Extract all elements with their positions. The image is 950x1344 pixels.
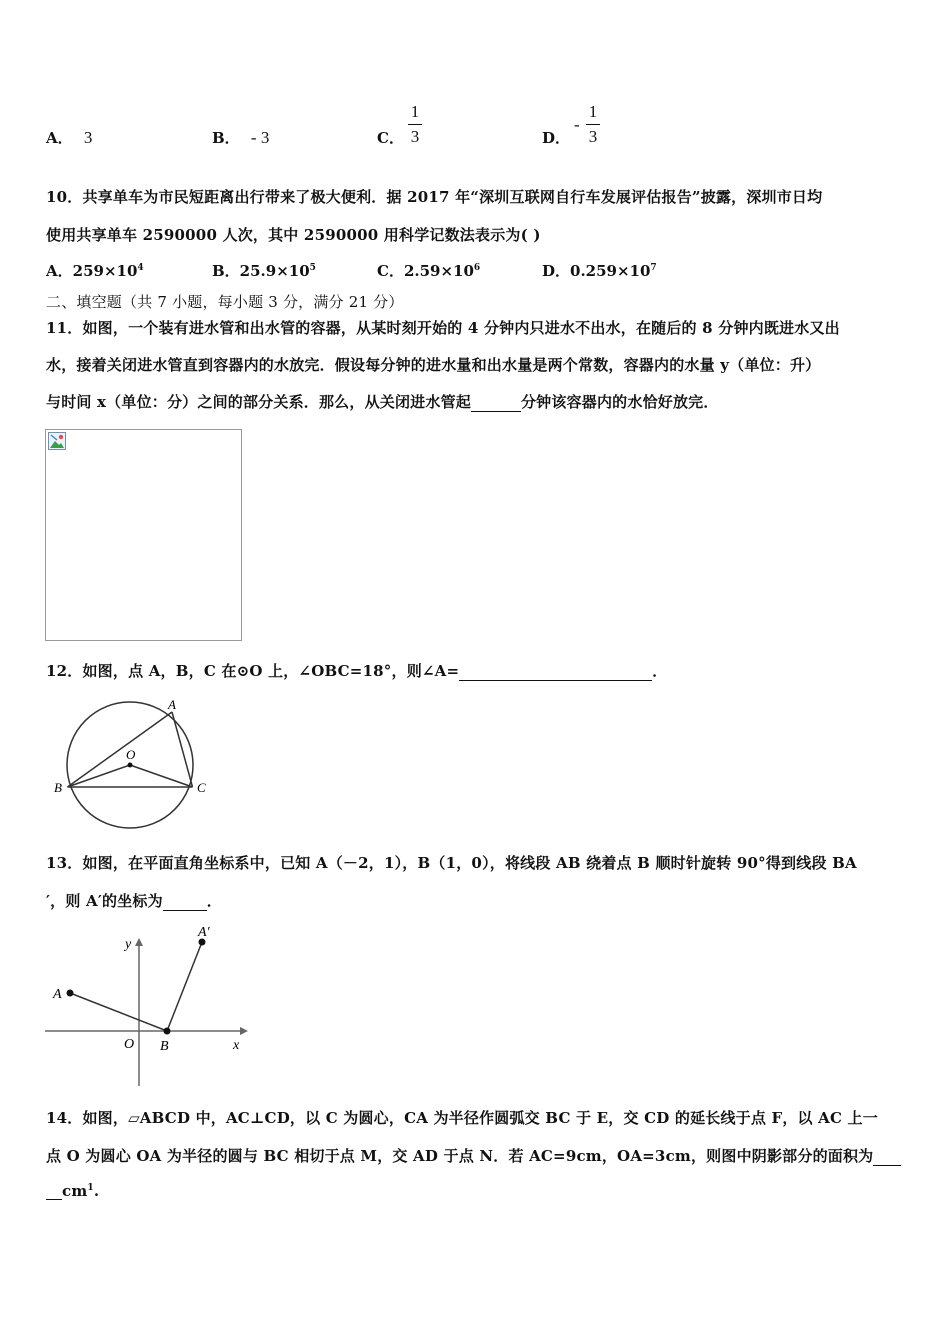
q9-option-b-value: - 3 bbox=[250, 128, 270, 147]
q9-option-c-fraction bbox=[408, 102, 422, 147]
q10-line-2: 使用共享单车 2590000 人次，其中 2590000 用科学记数法表示为( ) bbox=[46, 226, 541, 244]
fraction-denominator: 3 bbox=[588, 127, 598, 146]
q13-line-1: 13．如图，在平面直角坐标系中，已知 A（－2，1），B（1，0），将线段 AB 绕着点 B 顺时针旋转 90°得到线段 BA bbox=[46, 854, 857, 872]
q12-answer-blank bbox=[459, 679, 652, 681]
point-a bbox=[67, 990, 74, 997]
q13-line-2-start: ′，则 A′的坐标为 bbox=[46, 892, 163, 910]
label-a: A bbox=[168, 697, 176, 712]
fraction-bar bbox=[586, 124, 600, 125]
segment-oc bbox=[130, 765, 193, 787]
segment-bo bbox=[68, 765, 131, 787]
point-b bbox=[164, 1028, 171, 1035]
section-2-title: 二、填空题（共 7 小题，每小题 3 分，满分 21 分） bbox=[46, 293, 404, 311]
q11-line-3 bbox=[46, 391, 719, 412]
q9-option-a bbox=[46, 127, 92, 148]
fraction-bar bbox=[408, 124, 422, 125]
q10-option-b bbox=[212, 260, 316, 281]
label-x: x bbox=[233, 1038, 240, 1053]
q9-option-b-letter: B． bbox=[212, 129, 240, 147]
q13-line-2 bbox=[46, 890, 222, 911]
label-c: C bbox=[197, 780, 206, 795]
q10-option-d-exp: 7 bbox=[650, 263, 657, 273]
q12-question: 12．如图，点 A，B，C 在⊙O 上，∠OBC=18°，则∠A= bbox=[46, 662, 460, 680]
q14-line-3 bbox=[46, 1182, 99, 1200]
label-a-prime: A′ bbox=[198, 925, 210, 940]
q13-line-2-end: ． bbox=[206, 892, 222, 910]
q10-option-c bbox=[377, 260, 480, 281]
q10-option-d-label: D．0.259×10 bbox=[542, 262, 651, 280]
center-point bbox=[128, 763, 133, 768]
q10-option-b-label: B．25.9×10 bbox=[212, 262, 310, 280]
q9-option-a-letter: A． bbox=[46, 129, 73, 147]
q10-option-c-exp: 6 bbox=[473, 263, 481, 273]
label-a: A bbox=[53, 987, 62, 1002]
q14-end: . bbox=[93, 1182, 100, 1200]
q12-end: ． bbox=[652, 662, 668, 680]
q11-line-3-start: 与时间 x（单位：分）之间的部分关系．那么，从关闭进水管起 bbox=[46, 393, 471, 411]
label-y: y bbox=[125, 937, 132, 952]
q11-line-3-end: 分钟该容器内的水恰好放完． bbox=[520, 393, 719, 411]
fraction-denominator: 3 bbox=[410, 127, 420, 146]
q11-answer-blank bbox=[471, 410, 521, 412]
q9-option-b bbox=[212, 127, 269, 148]
segment-ac bbox=[172, 712, 193, 787]
label-b: B bbox=[54, 780, 62, 795]
q10-option-a bbox=[46, 260, 144, 281]
q14-answer-blank-1 bbox=[873, 1164, 901, 1166]
q14-line-1: 14．如图，▱ABCD 中，AC⊥CD，以 C 为圆心，CA 为半径作圆弧交 BC 于 E，交 CD 的延长线于点 F，以 AC 上一 bbox=[46, 1109, 878, 1127]
q10-option-d bbox=[542, 260, 657, 281]
q13-answer-blank bbox=[163, 909, 207, 911]
q10-option-b-exp: 5 bbox=[309, 263, 316, 273]
q11-missing-image bbox=[45, 429, 242, 641]
q14-unit-exp: 1 bbox=[87, 1183, 94, 1193]
q9-option-d-letter: D． bbox=[542, 129, 571, 147]
fraction-numerator: 1 bbox=[410, 102, 420, 121]
q12-text bbox=[46, 660, 667, 681]
q10-option-a-exp: 4 bbox=[137, 263, 144, 273]
label-o: O bbox=[126, 747, 136, 762]
q14-line-2 bbox=[46, 1145, 901, 1166]
q9-option-d-sign: - bbox=[574, 115, 580, 134]
broken-image-icon bbox=[48, 432, 66, 450]
q10-option-a-label: A．259×10 bbox=[46, 262, 138, 280]
q14-line-2-text: 点 O 为圆心 OA 为半径的圆与 BC 相切于点 M，交 AD 于点 N．若 AC=9cm，OA=3cm，则图中阴影部分的面积为 bbox=[46, 1147, 874, 1165]
q14-answer-blank-2 bbox=[46, 1198, 62, 1200]
q11-line-2: 水，接着关闭进水管直到容器内的水放完．假设每分钟的进水量和出水量是两个常数，容器内的水量 y（单位：升） bbox=[46, 356, 821, 374]
label-b: B bbox=[160, 1039, 169, 1054]
q13-coordinate-figure bbox=[40, 922, 255, 1090]
q9-option-d-fraction bbox=[586, 102, 600, 147]
q11-line-1: 11．如图，一个装有进水管和出水管的容器，从某时刻开始的 4 分钟内只进水不出水，在随后的 8 分钟内既进水又出 bbox=[46, 319, 840, 337]
q9-option-c-letter: C． bbox=[377, 129, 404, 147]
fraction-numerator: 1 bbox=[588, 102, 598, 121]
q10-line-1: 10．共享单车为市民短距离出行带来了极大便利．据 2017 年“深圳互联网自行车发展评估报告”披露，深圳市日均 bbox=[46, 188, 823, 206]
q10-option-c-label: C．2.59×10 bbox=[377, 262, 474, 280]
q9-option-a-value: 3 bbox=[83, 128, 93, 147]
label-o: O bbox=[124, 1037, 135, 1052]
q12-circle-figure bbox=[50, 695, 220, 835]
q14-unit: cm bbox=[62, 1182, 88, 1200]
